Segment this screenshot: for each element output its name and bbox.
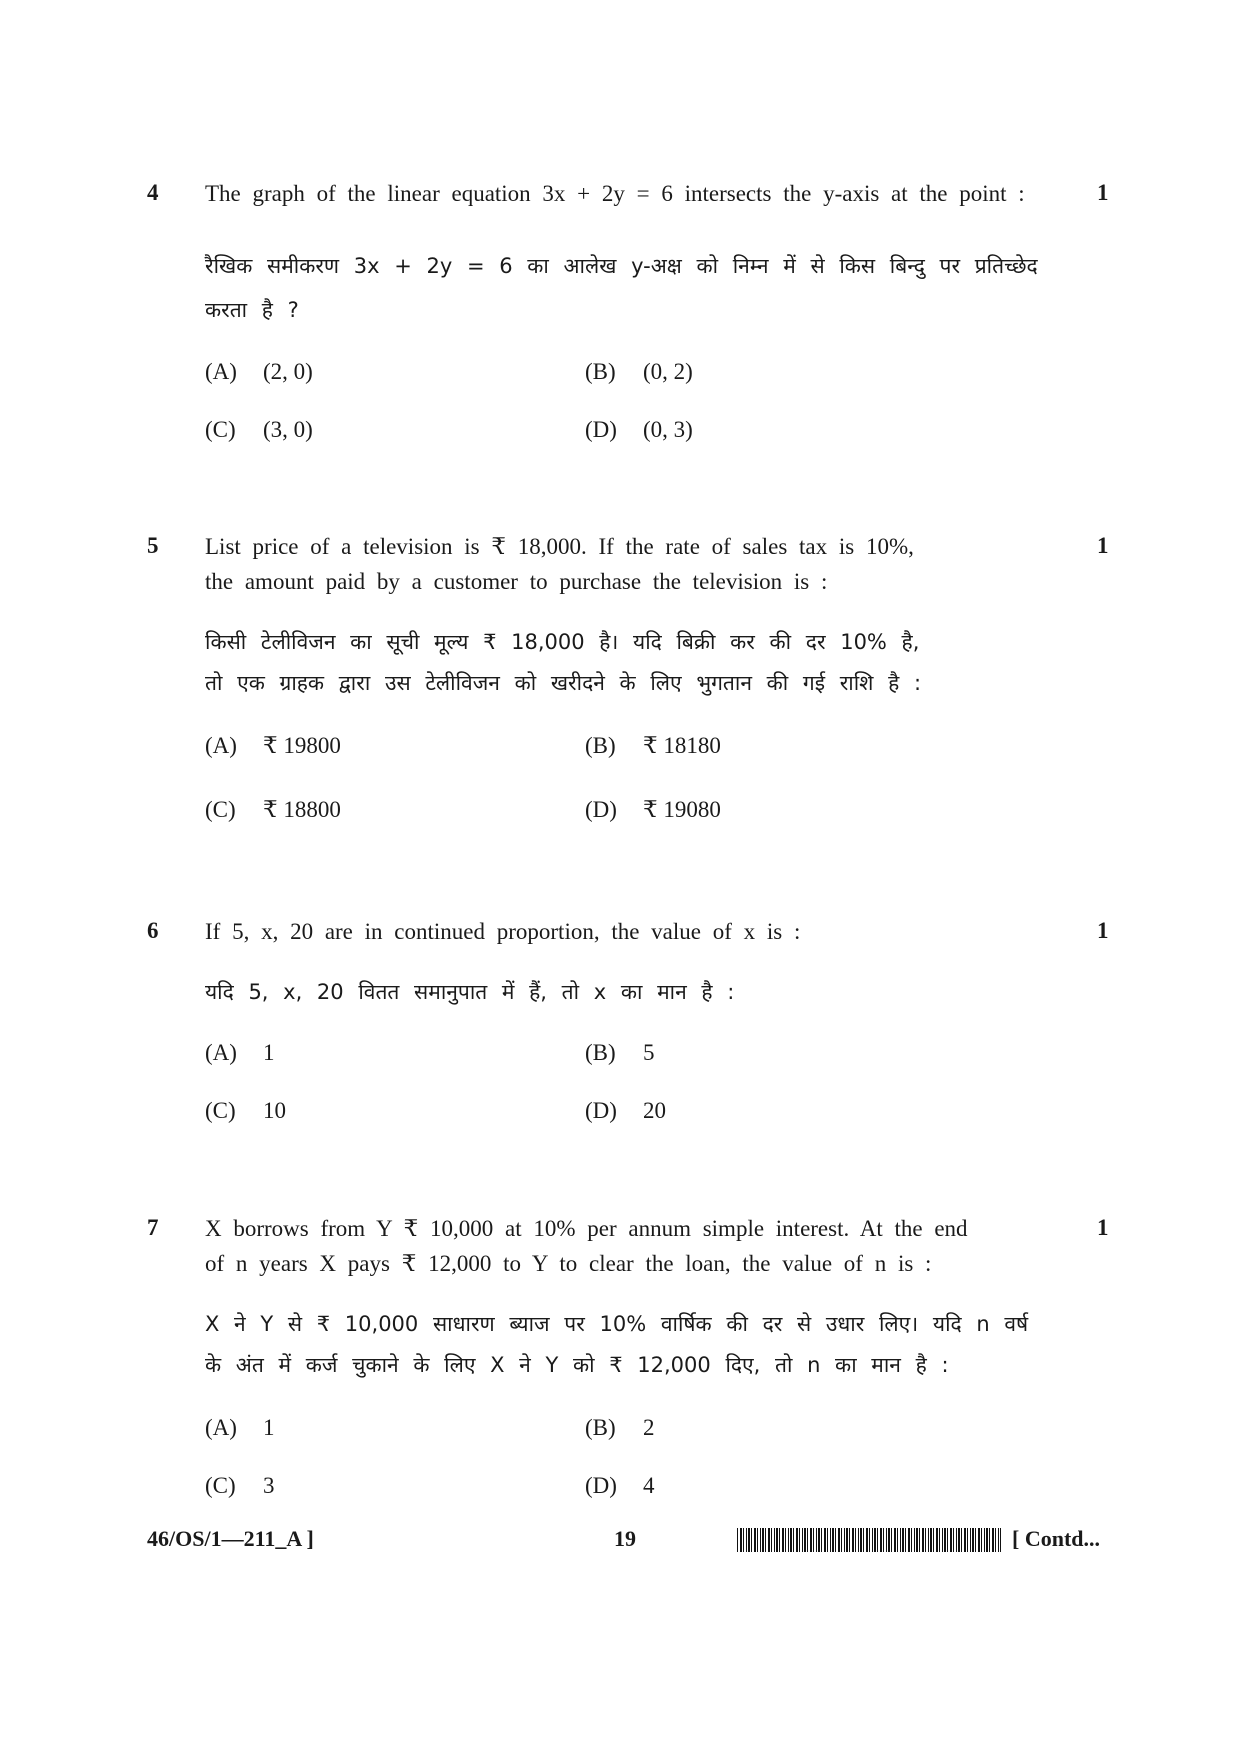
option-a: [205, 730, 341, 762]
option-value: ₹ 19800: [263, 733, 341, 758]
question-text-english: X borrows from Y ₹ 10,000 at 10% per annum simple interest. At the end: [205, 1216, 968, 1241]
option-value: 2: [643, 1415, 655, 1440]
option-b: [585, 730, 721, 762]
option-value: (0, 3): [643, 417, 693, 442]
question-text-english: The graph of the linear equation 3x + 2y = 6 intersects the y-axis at the point :: [205, 181, 1025, 206]
option-label: (C): [205, 417, 236, 442]
option-value: 20: [643, 1098, 666, 1123]
option-label: (A): [205, 359, 237, 384]
option-value: (3, 0): [263, 417, 313, 442]
option-label: (B): [585, 1040, 616, 1065]
option-c: [205, 794, 341, 826]
question-text-hindi: करता है ?: [205, 298, 299, 322]
option-b: [585, 1412, 655, 1444]
question-text-hindi: के अंत में कर्ज चुकाने के लिए X ने Y को ₹ 12,000 दिए, तो n का मान है :: [205, 1353, 949, 1377]
option-b: [585, 1037, 655, 1069]
option-a: [205, 356, 313, 388]
question-text-hindi: किसी टेलीविजन का सूची मूल्य ₹ 18,000 है। यदि बिक्री कर की दर 10% है,: [205, 630, 920, 654]
option-value: 4: [643, 1473, 655, 1498]
page-footer: [0, 1526, 1241, 1566]
continued-label: [ Contd...: [1012, 1526, 1101, 1551]
option-d: [585, 794, 721, 826]
question-text-hindi: रैखिक समीकरण 3x + 2y = 6 का आलेख y-अक्ष को निम्न में से किस बिन्दु पर प्रतिच्छेद: [205, 254, 1038, 278]
option-label: (B): [585, 733, 616, 758]
option-value: 1: [263, 1415, 275, 1440]
option-label: (D): [585, 1473, 617, 1498]
question-marks: 1: [1097, 1215, 1109, 1240]
option-value: ₹ 18180: [643, 733, 721, 758]
question-text-hindi: X ने Y से ₹ 10,000 साधारण ब्याज पर 10% वार्षिक की दर से उधार लिए। यदि n वर्ष: [205, 1312, 1029, 1336]
option-label: (A): [205, 733, 237, 758]
option-value: ₹ 18800: [263, 797, 341, 822]
option-label: (A): [205, 1415, 237, 1440]
option-d: [585, 1470, 655, 1502]
paper-code: 46/OS/1—211_A ]: [147, 1526, 314, 1551]
question-text-english: If 5, x, 20 are in continued proportion, the value of x is :: [205, 919, 801, 944]
option-value: ₹ 19080: [643, 797, 721, 822]
option-value: 1: [263, 1040, 275, 1065]
question-text-english: List price of a television is ₹ 18,000. If the rate of sales tax is 10%,: [205, 534, 914, 559]
option-b: [585, 356, 693, 388]
option-label: (D): [585, 1098, 617, 1123]
question-marks: 1: [1097, 180, 1109, 205]
option-c: [205, 1095, 286, 1127]
option-label: (D): [585, 797, 617, 822]
question-marks: 1: [1097, 533, 1109, 558]
question-text-hindi: तो एक ग्राहक द्वारा उस टेलीविजन को खरीदने के लिए भुगतान की गई राशि है :: [205, 671, 922, 695]
question-number: 4: [147, 180, 159, 205]
option-d: [585, 414, 693, 446]
option-value: (0, 2): [643, 359, 693, 384]
option-c: [205, 1470, 275, 1502]
option-value: 5: [643, 1040, 655, 1065]
question-text-english: the amount paid by a customer to purchase the television is :: [205, 569, 828, 594]
question-number: 7: [147, 1215, 159, 1240]
option-label: (C): [205, 1098, 236, 1123]
barcode-icon: [737, 1528, 1001, 1552]
option-label: (C): [205, 797, 236, 822]
question-marks: 1: [1097, 918, 1109, 943]
question-number: 6: [147, 918, 159, 943]
option-label: (B): [585, 1415, 616, 1440]
option-value: 10: [263, 1098, 286, 1123]
option-label: (A): [205, 1040, 237, 1065]
option-c: [205, 414, 313, 446]
option-label: (C): [205, 1473, 236, 1498]
question-number: 5: [147, 533, 159, 558]
option-value: (2, 0): [263, 359, 313, 384]
option-a: [205, 1412, 275, 1444]
option-a: [205, 1037, 275, 1069]
option-value: 3: [263, 1473, 275, 1498]
question-text-english: of n years X pays ₹ 12,000 to Y to clear the loan, the value of n is :: [205, 1251, 932, 1276]
option-d: [585, 1095, 666, 1127]
option-label: (D): [585, 417, 617, 442]
page-number: 19: [614, 1526, 636, 1551]
option-label: (B): [585, 359, 616, 384]
question-text-hindi: यदि 5, x, 20 वितत समानुपात में हैं, तो x का मान है :: [205, 980, 735, 1004]
